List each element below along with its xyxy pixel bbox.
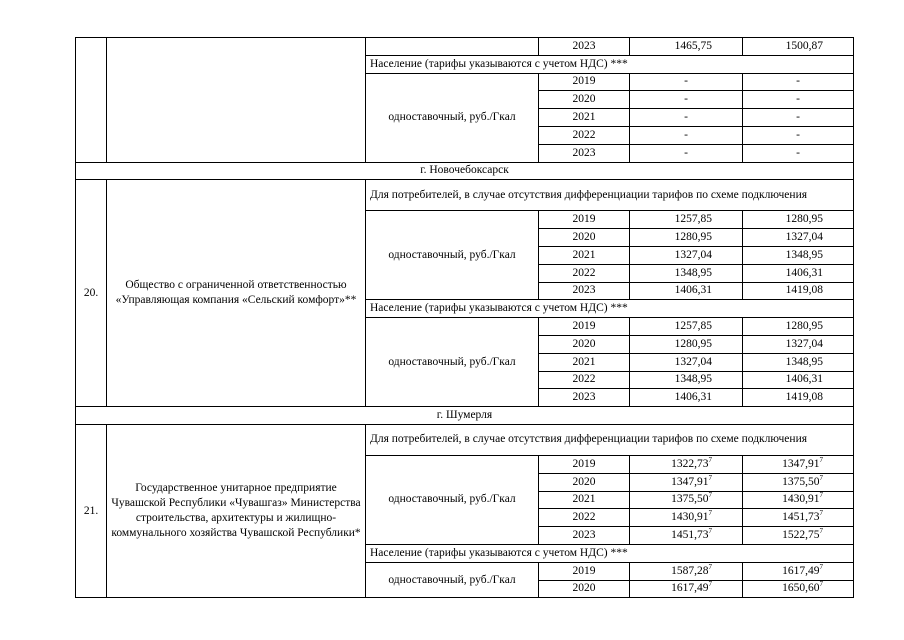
value-cell: 1587,28$^7$ bbox=[630, 562, 743, 580]
value-cell: - bbox=[630, 91, 743, 109]
value-cell: 1347,91$^7$ bbox=[743, 455, 854, 473]
value-cell: 1406,31 bbox=[630, 389, 743, 407]
footnote-mark: 7 bbox=[708, 562, 712, 571]
footnote-mark: 7 bbox=[708, 580, 712, 589]
value-cell: 1375,50$^7$ bbox=[743, 473, 854, 491]
year-cell: 2020 bbox=[539, 91, 630, 109]
footnote-mark: 7 bbox=[819, 509, 823, 518]
org-name-cell: Государственное унитарное предприятие Чувашской Республики «Чувашгаз» Министерства строительства, архитектуры и жилищно-коммунального хозяйства Чувашской Республики* bbox=[107, 424, 366, 597]
org-name-cell: Общество с ограниченной ответственностью «Управляющая компания «Сельский комфорт»** bbox=[107, 180, 366, 407]
year-cell: 2020 bbox=[539, 229, 630, 247]
year-cell: 2021 bbox=[539, 246, 630, 264]
year-cell: 2021 bbox=[539, 353, 630, 371]
value-cell: 1347,91$^7$ bbox=[630, 473, 743, 491]
value-cell: 1348,95 bbox=[630, 371, 743, 389]
number-cell: 21. bbox=[76, 424, 107, 597]
value-cell: 1430,91$^7$ bbox=[630, 509, 743, 527]
city-heading: г. Новочебоксарск bbox=[76, 162, 854, 180]
value-cell: 1280,95 bbox=[630, 335, 743, 353]
value-cell: 1257,85 bbox=[630, 211, 743, 229]
value-cell: 1406,31 bbox=[743, 371, 854, 389]
rate-type-cell: одноставочный, руб./Гкал bbox=[366, 562, 539, 598]
value-cell: 1617,49$^7$ bbox=[630, 580, 743, 598]
value-cell: 1348,95 bbox=[743, 353, 854, 371]
value-cell: 1257,85 bbox=[630, 318, 743, 336]
value-cell: 1348,95 bbox=[630, 264, 743, 282]
footnote-mark: 7 bbox=[819, 455, 823, 464]
value-cell: 1419,08 bbox=[743, 389, 854, 407]
value-cell: 1419,08 bbox=[743, 282, 854, 300]
table-row bbox=[76, 180, 854, 211]
year-cell: 2019 bbox=[539, 211, 630, 229]
value-cell: 1465,75 bbox=[630, 38, 743, 56]
year-cell: 2022 bbox=[539, 264, 630, 282]
year-cell: 2023 bbox=[539, 38, 630, 56]
year-cell: 2023 bbox=[539, 144, 630, 162]
rate-type-cell: одноставочный, руб./Гкал bbox=[366, 318, 539, 407]
value-cell: - bbox=[630, 109, 743, 127]
value-cell: 1451,73$^7$ bbox=[743, 509, 854, 527]
footnote-mark: 7 bbox=[819, 491, 823, 500]
value-cell: 1322,73$^7$ bbox=[630, 455, 743, 473]
value-cell: 1280,95 bbox=[630, 229, 743, 247]
table-row bbox=[76, 424, 854, 455]
category-heading: Население (тарифы указываются с учетом НДС) *** bbox=[366, 544, 854, 562]
table-row bbox=[76, 162, 854, 180]
rate-type-cell: одноставочный, руб./Гкал bbox=[366, 211, 539, 300]
value-cell: 1327,04 bbox=[630, 246, 743, 264]
value-cell: - bbox=[630, 126, 743, 144]
year-cell: 2022 bbox=[539, 126, 630, 144]
year-cell: 2021 bbox=[539, 109, 630, 127]
category-heading: Население (тарифы указываются с учетом НДС) *** bbox=[366, 300, 854, 318]
year-cell: 2022 bbox=[539, 371, 630, 389]
value-cell: 1522,75$^7$ bbox=[743, 527, 854, 545]
year-cell: 2021 bbox=[539, 491, 630, 509]
value-cell: 1327,04 bbox=[743, 229, 854, 247]
value-cell: - bbox=[743, 144, 854, 162]
value-cell: - bbox=[630, 144, 743, 162]
category-heading: Для потребителей, в случае отсутствия дифференциации тарифов по схеме подключения bbox=[366, 424, 854, 455]
year-cell: 2020 bbox=[539, 580, 630, 598]
year-cell: 2023 bbox=[539, 389, 630, 407]
number-cell: 20. bbox=[76, 180, 107, 407]
tariff-table bbox=[75, 37, 854, 598]
year-cell: 2023 bbox=[539, 282, 630, 300]
value-cell: 1406,31 bbox=[630, 282, 743, 300]
table-row bbox=[76, 38, 854, 56]
table-row bbox=[76, 407, 854, 425]
value-cell: - bbox=[743, 109, 854, 127]
value-cell: - bbox=[630, 73, 743, 91]
year-cell: 2023 bbox=[539, 527, 630, 545]
value-cell: 1348,95 bbox=[743, 246, 854, 264]
value-cell: - bbox=[743, 91, 854, 109]
category-heading: Для потребителей, в случае отсутствия дифференциации тарифов по схеме подключения bbox=[366, 180, 854, 211]
rate-cell bbox=[366, 38, 539, 56]
value-cell: 1375,50$^7$ bbox=[630, 491, 743, 509]
number-cell bbox=[76, 38, 107, 163]
value-cell: 1327,04 bbox=[743, 335, 854, 353]
year-cell: 2019 bbox=[539, 455, 630, 473]
footnote-mark: 7 bbox=[708, 527, 712, 536]
year-cell: 2019 bbox=[539, 562, 630, 580]
value-cell: 1430,91$^7$ bbox=[743, 491, 854, 509]
footnote-mark: 7 bbox=[708, 473, 712, 482]
year-cell: 2019 bbox=[539, 73, 630, 91]
category-heading: Население (тарифы указываются с учетом НДС) *** bbox=[366, 55, 854, 73]
year-cell: 2020 bbox=[539, 335, 630, 353]
footnote-mark: 7 bbox=[708, 491, 712, 500]
city-heading: г. Шумерля bbox=[76, 407, 854, 425]
value-cell: - bbox=[743, 73, 854, 91]
value-cell: 1280,95 bbox=[743, 318, 854, 336]
footnote-mark: 7 bbox=[708, 509, 712, 518]
footnote-mark: 7 bbox=[708, 455, 712, 464]
rate-type-cell: одноставочный, руб./Гкал bbox=[366, 73, 539, 162]
value-cell: - bbox=[743, 126, 854, 144]
value-cell: 1500,87 bbox=[743, 38, 854, 56]
footnote-mark: 7 bbox=[819, 527, 823, 536]
year-cell: 2020 bbox=[539, 473, 630, 491]
org-name-cell bbox=[107, 38, 366, 163]
footnote-mark: 7 bbox=[819, 580, 823, 589]
value-cell: 1617,49$^7$ bbox=[743, 562, 854, 580]
year-cell: 2022 bbox=[539, 509, 630, 527]
footnote-mark: 7 bbox=[819, 473, 823, 482]
value-cell: 1650,60$^7$ bbox=[743, 580, 854, 598]
footnote-mark: 7 bbox=[819, 562, 823, 571]
rate-type-cell: одноставочный, руб./Гкал bbox=[366, 455, 539, 544]
value-cell: 1451,73$^7$ bbox=[630, 527, 743, 545]
value-cell: 1280,95 bbox=[743, 211, 854, 229]
value-cell: 1406,31 bbox=[743, 264, 854, 282]
year-cell: 2019 bbox=[539, 318, 630, 336]
value-cell: 1327,04 bbox=[630, 353, 743, 371]
